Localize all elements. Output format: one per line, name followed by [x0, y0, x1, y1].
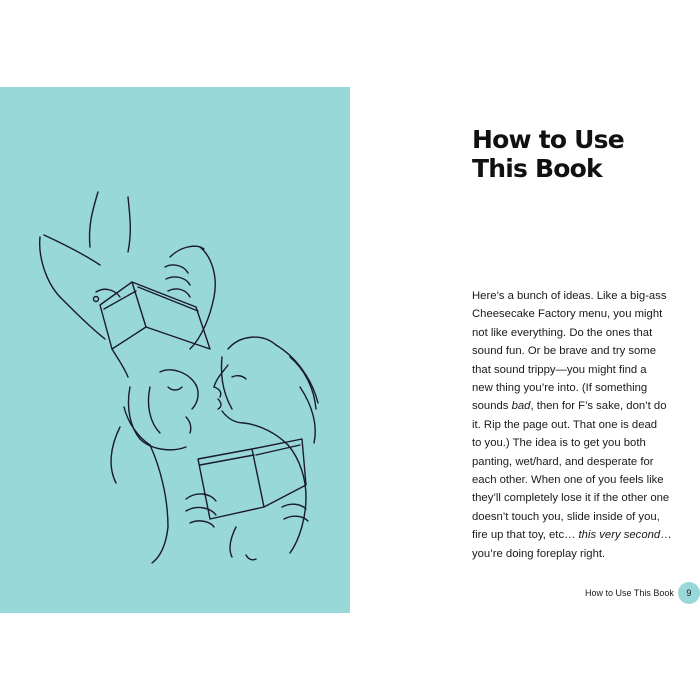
body-line: sound fun. Or be brave and try some [472, 345, 656, 358]
body-line: that sound trippy—you might find a [472, 363, 647, 376]
body-text-run: sounds [472, 400, 512, 413]
body-line: they’ll completely lose it if the other one [472, 492, 670, 505]
body-line [472, 526, 687, 544]
body-paragraph [472, 287, 687, 563]
body-line: you’re doing foreplay right. [472, 547, 606, 560]
body-line: to you.) The idea is to get you both [472, 437, 646, 450]
body-line: Cheesecake Factory menu, you might [472, 308, 663, 321]
couple-reading-line-art [0, 87, 350, 613]
body-text-run: … [660, 529, 672, 542]
body-line: not like everything. Do the ones that [472, 326, 653, 339]
chapter-title-line-1: How to Use [472, 125, 624, 154]
body-line: doesn’t touch you, slide inside of you, [472, 510, 660, 523]
body-line: panting, wet/hard, and desperate for [472, 455, 654, 468]
body-line: new thing you’re into. (If something [472, 382, 648, 395]
body-line [472, 397, 687, 415]
chapter-title [472, 125, 692, 183]
right-page [350, 87, 700, 613]
body-text-italic: bad [511, 400, 531, 413]
body-line: it. Rip the page out. That one is dead [472, 418, 658, 431]
page-footer [585, 582, 700, 604]
body-line: Here’s a bunch of ideas. Like a big-ass [472, 290, 667, 302]
body-text-run: , then for F’s sake, don’t do [530, 400, 667, 413]
body-text-italic: this very second [578, 529, 661, 542]
running-head: How to Use This Book [585, 588, 674, 598]
body-line: each other. When one of you feels like [472, 474, 664, 487]
left-page-illustration-panel [0, 87, 350, 613]
page-number-badge: 9 [678, 582, 700, 604]
body-text-run: fire up that toy, etc… [472, 529, 579, 542]
chapter-title-line-2: This Book [472, 154, 602, 183]
